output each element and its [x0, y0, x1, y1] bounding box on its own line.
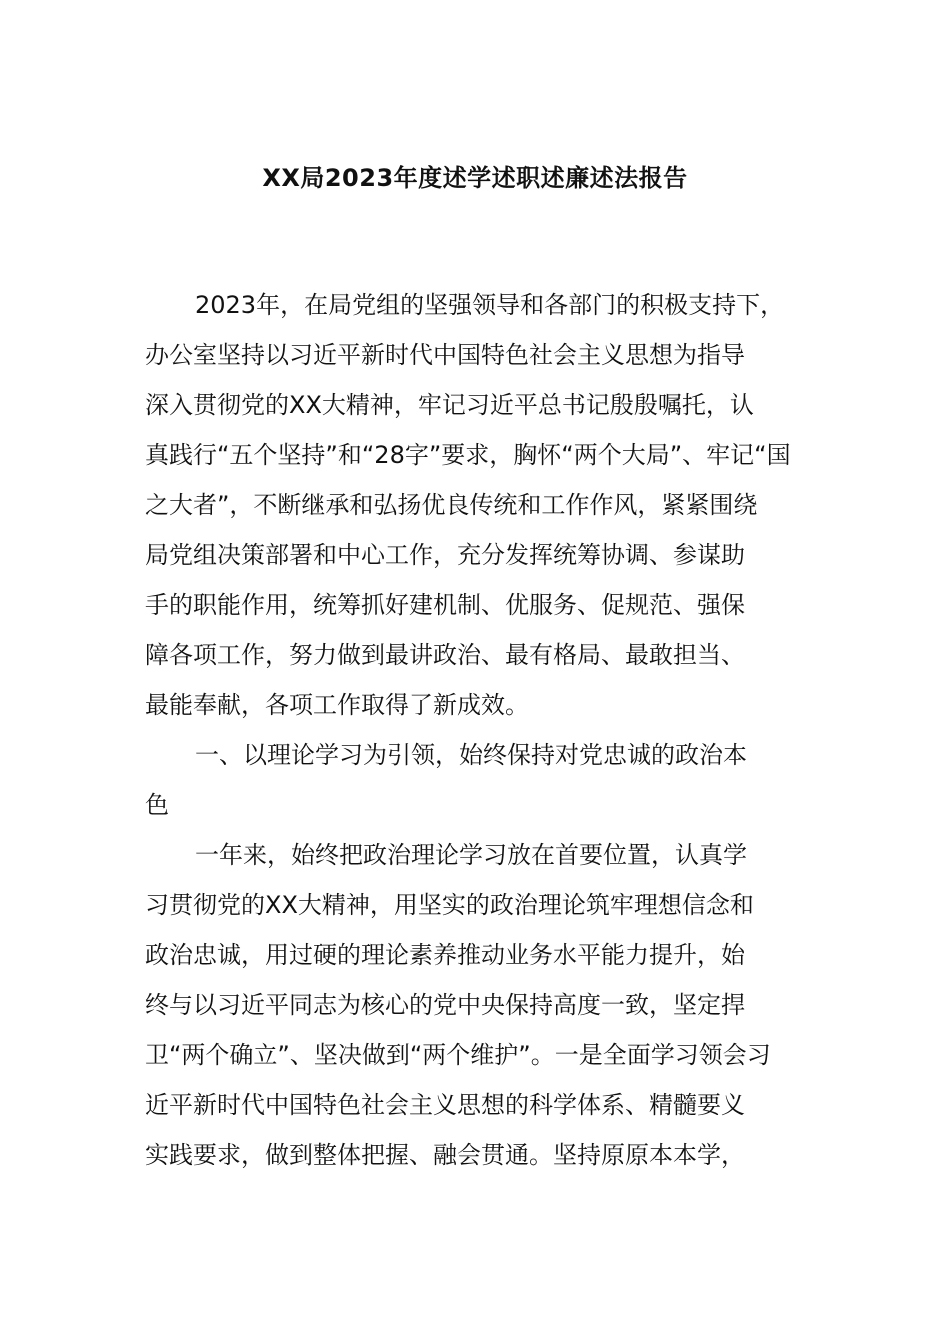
paragraph-2-line-6: 近平新时代中国特色社会主义思想的科学体系、精髓要义 [145, 1091, 745, 1119]
paragraph-1-line-4: 真践行“五个坚持”和“28字”要求，胸怀“两个大局”、牢记“国 [145, 441, 791, 469]
paragraph-2-line-1: 一年来，始终把政治理论学习放在首要位置，认真学 [195, 841, 747, 869]
paragraph-2-line-4: 终与以习近平同志为核心的党中央保持高度一致，坚定捍 [145, 991, 745, 1019]
paragraph-1-line-5: 之大者”，不断继承和弘扬优良传统和工作作风，紧紧围绕 [145, 491, 758, 519]
paragraph-1-line-2: 办公室坚持以习近平新时代中国特色社会主义思想为指导 [145, 341, 745, 369]
paragraph-1-line-9: 最能奉献，各项工作取得了新成效。 [145, 691, 529, 719]
section-heading-line-2: 色 [145, 791, 169, 819]
paragraph-1-line-8: 障各项工作，努力做到最讲政治、最有格局、最敢担当、 [145, 641, 745, 669]
paragraph-2-line-2: 习贯彻党的XX大精神，用坚实的政治理论筑牢理想信念和 [145, 891, 754, 919]
section-heading-line-1: 一、以理论学习为引领，始终保持对党忠诚的政治本 [195, 741, 747, 769]
paragraph-1-line-7: 手的职能作用，统筹抓好建机制、优服务、促规范、强保 [145, 591, 745, 619]
paragraph-1-line-6: 局党组决策部署和中心工作，充分发挥统筹协调、参谋助 [145, 541, 745, 569]
paragraph-1-line-1: 2023年，在局党组的坚强领导和各部门的积极支持下， [195, 291, 785, 319]
paragraph-1-line-3: 深入贯彻党的XX大精神，牢记习近平总书记殷殷嘱托，认 [145, 391, 754, 419]
paragraph-2-line-7: 实践要求，做到整体把握、融会贯通。坚持原原本本学， [145, 1141, 745, 1169]
document-body [145, 280, 835, 1180]
paragraph-2-line-3: 政治忠诚，用过硬的理论素养推动业务水平能力提升，始 [145, 941, 745, 969]
document-title: XX局2023年度述学述职述廉述法报告 [262, 164, 688, 192]
paragraph-2-line-5: 卫“两个确立”、坚决做到“两个维护”。一是全面学习领会习 [145, 1041, 771, 1069]
